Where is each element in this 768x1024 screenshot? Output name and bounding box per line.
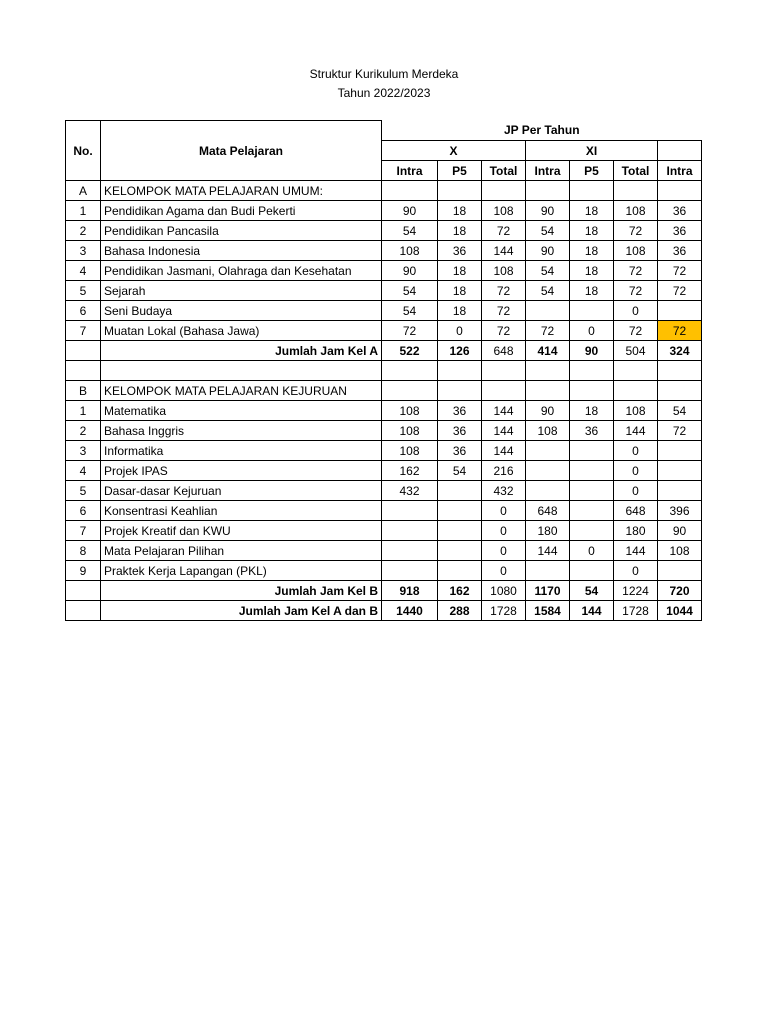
cell-x-total: 144 — [482, 241, 526, 261]
table-row — [66, 261, 702, 281]
cell-xi-total: 0 — [614, 481, 658, 501]
cell-x-p5 — [438, 541, 482, 561]
empty-cell — [482, 181, 526, 201]
cell-xi-total: 0 — [614, 441, 658, 461]
table-row — [66, 281, 702, 301]
row-number: 5 — [66, 481, 101, 501]
empty-cell — [526, 181, 570, 201]
cell-x-p5 — [438, 501, 482, 521]
group-name: KELOMPOK MATA PELAJARAN UMUM: — [101, 181, 382, 201]
cell-xii-intra — [658, 481, 702, 501]
empty-cell — [658, 181, 702, 201]
header-subject: Mata Pelajaran — [101, 121, 382, 181]
cell-xii-intra — [658, 461, 702, 481]
sum-xii-intra: 324 — [658, 341, 702, 361]
cell-xi-total: 144 — [614, 421, 658, 441]
sum-row — [66, 581, 702, 601]
cell-x-p5: 18 — [438, 301, 482, 321]
empty-cell — [614, 381, 658, 401]
cell-xi-total: 0 — [614, 461, 658, 481]
sum-x-intra: 522 — [382, 341, 438, 361]
empty-cell — [382, 361, 438, 381]
table-row — [66, 201, 702, 221]
sum-xi-total: 1224 — [614, 581, 658, 601]
cell-xi-p5: 18 — [570, 221, 614, 241]
subject-name: Sejarah — [101, 281, 382, 301]
cell-x-p5: 18 — [438, 281, 482, 301]
sum-xi-intra: 414 — [526, 341, 570, 361]
cell-x-total: 72 — [482, 281, 526, 301]
cell-x-p5: 18 — [438, 221, 482, 241]
cell-xi-p5: 18 — [570, 201, 614, 221]
cell-xii-intra: 90 — [658, 521, 702, 541]
cell-x-total: 0 — [482, 541, 526, 561]
row-number: 9 — [66, 561, 101, 581]
sum-x-p5: 126 — [438, 341, 482, 361]
row-number: 2 — [66, 421, 101, 441]
cell-x-intra: 108 — [382, 401, 438, 421]
subject-name: Praktek Kerja Lapangan (PKL) — [101, 561, 382, 581]
cell-x-total: 72 — [482, 301, 526, 321]
cell-xii-intra — [658, 301, 702, 321]
cell-xii-intra: 72 — [658, 421, 702, 441]
header-xi-p5: P5 — [570, 161, 614, 181]
cell-xii-intra: 36 — [658, 241, 702, 261]
row-number: 1 — [66, 401, 101, 421]
cell-xi-p5 — [570, 561, 614, 581]
grand-total-xi-intra: 1584 — [526, 601, 570, 621]
cell-xi-total: 144 — [614, 541, 658, 561]
cell-xi-intra: 108 — [526, 421, 570, 441]
cell-x-p5: 36 — [438, 421, 482, 441]
subject-name: Projek Kreatif dan KWU — [101, 521, 382, 541]
cell-xi-p5 — [570, 481, 614, 501]
cell-xi-total: 72 — [614, 281, 658, 301]
header-x-total: Total — [482, 161, 526, 181]
row-number: 3 — [66, 441, 101, 461]
cell-x-total: 144 — [482, 401, 526, 421]
grand-total-x-p5: 288 — [438, 601, 482, 621]
grand-total-xii-intra: 1044 — [658, 601, 702, 621]
row-number: 3 — [66, 241, 101, 261]
subject-name: Bahasa Inggris — [101, 421, 382, 441]
grand-total-x-intra: 1440 — [382, 601, 438, 621]
cell-xi-intra: 54 — [526, 221, 570, 241]
empty-cell — [66, 601, 101, 621]
row-number: 7 — [66, 321, 101, 341]
cell-xii-intra: 72 — [658, 321, 702, 341]
group-header-row — [66, 181, 702, 201]
cell-x-p5: 18 — [438, 201, 482, 221]
cell-x-intra: 54 — [382, 281, 438, 301]
cell-x-intra: 162 — [382, 461, 438, 481]
cell-xii-intra: 36 — [658, 201, 702, 221]
cell-xii-intra: 108 — [658, 541, 702, 561]
cell-x-p5: 36 — [438, 441, 482, 461]
cell-xi-total: 108 — [614, 241, 658, 261]
cell-xi-total: 0 — [614, 561, 658, 581]
curriculum-table — [65, 120, 702, 621]
subject-name: Pendidikan Pancasila — [101, 221, 382, 241]
document-subtitle: Tahun 2022/2023 — [337, 86, 431, 100]
cell-x-intra: 108 — [382, 441, 438, 461]
cell-xi-total: 72 — [614, 261, 658, 281]
header-jp-per-tahun: JP Per Tahun — [382, 121, 702, 141]
cell-xi-intra: 648 — [526, 501, 570, 521]
spacer-row — [66, 361, 702, 381]
grand-total-xi-p5: 144 — [570, 601, 614, 621]
cell-x-total: 432 — [482, 481, 526, 501]
empty-cell — [66, 361, 101, 381]
subject-name: Informatika — [101, 441, 382, 461]
empty-cell — [438, 381, 482, 401]
cell-xii-intra: 36 — [658, 221, 702, 241]
cell-xi-p5: 18 — [570, 241, 614, 261]
cell-xi-p5 — [570, 301, 614, 321]
cell-xi-p5 — [570, 501, 614, 521]
table-row — [66, 501, 702, 521]
sum-xi-total: 504 — [614, 341, 658, 361]
cell-x-total: 72 — [482, 321, 526, 341]
cell-x-intra — [382, 541, 438, 561]
empty-cell — [382, 181, 438, 201]
sum-x-p5: 162 — [438, 581, 482, 601]
sum-x-total: 1080 — [482, 581, 526, 601]
grand-total-row — [66, 601, 702, 621]
header-x-p5: P5 — [438, 161, 482, 181]
sum-xi-p5: 90 — [570, 341, 614, 361]
cell-xi-intra: 90 — [526, 201, 570, 221]
sum-label: Jumlah Jam Kel B — [101, 581, 382, 601]
subject-name: Pendidikan Jasmani, Olahraga dan Kesehatan — [101, 261, 382, 281]
empty-cell — [382, 381, 438, 401]
cell-x-intra — [382, 521, 438, 541]
cell-xi-total: 72 — [614, 221, 658, 241]
cell-xi-intra: 54 — [526, 281, 570, 301]
table-row — [66, 541, 702, 561]
cell-xi-p5: 36 — [570, 421, 614, 441]
cell-xi-intra: 90 — [526, 401, 570, 421]
sum-xii-intra: 720 — [658, 581, 702, 601]
cell-x-intra: 432 — [382, 481, 438, 501]
empty-cell — [66, 341, 101, 361]
table-row — [66, 561, 702, 581]
cell-xi-p5: 18 — [570, 281, 614, 301]
cell-xi-p5: 0 — [570, 321, 614, 341]
empty-cell — [482, 381, 526, 401]
cell-xi-intra: 90 — [526, 241, 570, 261]
cell-xii-intra — [658, 441, 702, 461]
cell-x-total: 216 — [482, 461, 526, 481]
table-row — [66, 221, 702, 241]
empty-cell — [658, 361, 702, 381]
row-number: 4 — [66, 461, 101, 481]
empty-cell — [66, 581, 101, 601]
cell-xii-intra: 54 — [658, 401, 702, 421]
cell-xi-intra: 144 — [526, 541, 570, 561]
empty-cell — [570, 361, 614, 381]
cell-xi-intra: 180 — [526, 521, 570, 541]
table-row — [66, 521, 702, 541]
cell-xii-intra: 72 — [658, 261, 702, 281]
cell-x-intra: 108 — [382, 421, 438, 441]
header-grade-xi: XI — [526, 141, 658, 161]
header-grade-x: X — [382, 141, 526, 161]
row-number: 6 — [66, 501, 101, 521]
group-name: KELOMPOK MATA PELAJARAN KEJURUAN — [101, 381, 382, 401]
cell-x-intra: 90 — [382, 201, 438, 221]
table-row — [66, 421, 702, 441]
cell-x-intra: 72 — [382, 321, 438, 341]
sum-row — [66, 341, 702, 361]
empty-cell — [658, 381, 702, 401]
header-grade-xii — [658, 141, 702, 161]
subject-name: Muatan Lokal (Bahasa Jawa) — [101, 321, 382, 341]
grand-total-x-total: 1728 — [482, 601, 526, 621]
row-number: 6 — [66, 301, 101, 321]
document-title: Struktur Kurikulum Merdeka — [309, 67, 459, 81]
cell-xi-intra: 54 — [526, 261, 570, 281]
cell-xi-intra: 72 — [526, 321, 570, 341]
header-xi-total: Total — [614, 161, 658, 181]
cell-xi-intra — [526, 461, 570, 481]
group-code: B — [66, 381, 101, 401]
sum-x-total: 648 — [482, 341, 526, 361]
cell-xi-total: 108 — [614, 201, 658, 221]
cell-xi-intra — [526, 481, 570, 501]
table-row — [66, 301, 702, 321]
cell-x-intra: 54 — [382, 221, 438, 241]
row-number: 4 — [66, 261, 101, 281]
cell-xi-p5 — [570, 461, 614, 481]
cell-xi-p5: 0 — [570, 541, 614, 561]
cell-x-total: 0 — [482, 561, 526, 581]
cell-x-intra: 54 — [382, 301, 438, 321]
cell-x-p5: 36 — [438, 241, 482, 261]
grand-total-label: Jumlah Jam Kel A dan B — [101, 601, 382, 621]
row-number: 2 — [66, 221, 101, 241]
sum-x-intra: 918 — [382, 581, 438, 601]
cell-x-intra: 90 — [382, 261, 438, 281]
empty-cell — [526, 361, 570, 381]
empty-cell — [438, 181, 482, 201]
cell-xi-intra — [526, 441, 570, 461]
cell-x-total: 108 — [482, 261, 526, 281]
cell-x-total: 72 — [482, 221, 526, 241]
header-x-intra: Intra — [382, 161, 438, 181]
cell-x-intra: 108 — [382, 241, 438, 261]
empty-cell — [438, 361, 482, 381]
cell-x-p5: 0 — [438, 321, 482, 341]
cell-x-p5: 54 — [438, 461, 482, 481]
cell-xi-p5 — [570, 521, 614, 541]
cell-x-total: 0 — [482, 521, 526, 541]
empty-cell — [482, 361, 526, 381]
table-row — [66, 481, 702, 501]
cell-xi-total: 180 — [614, 521, 658, 541]
cell-x-intra — [382, 501, 438, 521]
empty-cell — [526, 381, 570, 401]
cell-x-p5: 36 — [438, 401, 482, 421]
cell-x-p5 — [438, 481, 482, 501]
group-header-row — [66, 381, 702, 401]
row-number: 8 — [66, 541, 101, 561]
cell-xii-intra: 72 — [658, 281, 702, 301]
subject-name: Seni Budaya — [101, 301, 382, 321]
cell-xi-intra — [526, 301, 570, 321]
subject-name: Mata Pelajaran Pilihan — [101, 541, 382, 561]
empty-cell — [614, 181, 658, 201]
header-no: No. — [66, 121, 101, 181]
cell-xi-total: 108 — [614, 401, 658, 421]
row-number: 1 — [66, 201, 101, 221]
cell-x-intra — [382, 561, 438, 581]
table-row — [66, 321, 702, 341]
empty-cell — [101, 361, 382, 381]
sum-label: Jumlah Jam Kel A — [101, 341, 382, 361]
cell-x-p5: 18 — [438, 261, 482, 281]
header-xii-intra: Intra — [658, 161, 702, 181]
grand-total-xi-total: 1728 — [614, 601, 658, 621]
cell-xi-p5 — [570, 441, 614, 461]
cell-xi-total: 0 — [614, 301, 658, 321]
cell-xi-total: 72 — [614, 321, 658, 341]
cell-x-total: 144 — [482, 421, 526, 441]
empty-cell — [570, 181, 614, 201]
cell-x-total: 144 — [482, 441, 526, 461]
cell-xi-intra — [526, 561, 570, 581]
subject-name: Konsentrasi Keahlian — [101, 501, 382, 521]
cell-xii-intra: 396 — [658, 501, 702, 521]
empty-cell — [614, 361, 658, 381]
cell-x-total: 0 — [482, 501, 526, 521]
row-number: 5 — [66, 281, 101, 301]
cell-xi-p5: 18 — [570, 261, 614, 281]
cell-xi-total: 648 — [614, 501, 658, 521]
table-row — [66, 241, 702, 261]
subject-name: Pendidikan Agama dan Budi Pekerti — [101, 201, 382, 221]
table-row — [66, 461, 702, 481]
header-xi-intra: Intra — [526, 161, 570, 181]
row-number: 7 — [66, 521, 101, 541]
subject-name: Dasar-dasar Kejuruan — [101, 481, 382, 501]
cell-xi-p5: 18 — [570, 401, 614, 421]
subject-name: Projek IPAS — [101, 461, 382, 481]
sum-xi-intra: 1170 — [526, 581, 570, 601]
cell-x-p5 — [438, 521, 482, 541]
subject-name: Bahasa Indonesia — [101, 241, 382, 261]
group-code: A — [66, 181, 101, 201]
cell-x-p5 — [438, 561, 482, 581]
subject-name: Matematika — [101, 401, 382, 421]
empty-cell — [570, 381, 614, 401]
sum-xi-p5: 54 — [570, 581, 614, 601]
cell-x-total: 108 — [482, 201, 526, 221]
table-row — [66, 441, 702, 461]
cell-xii-intra — [658, 561, 702, 581]
table-row — [66, 401, 702, 421]
